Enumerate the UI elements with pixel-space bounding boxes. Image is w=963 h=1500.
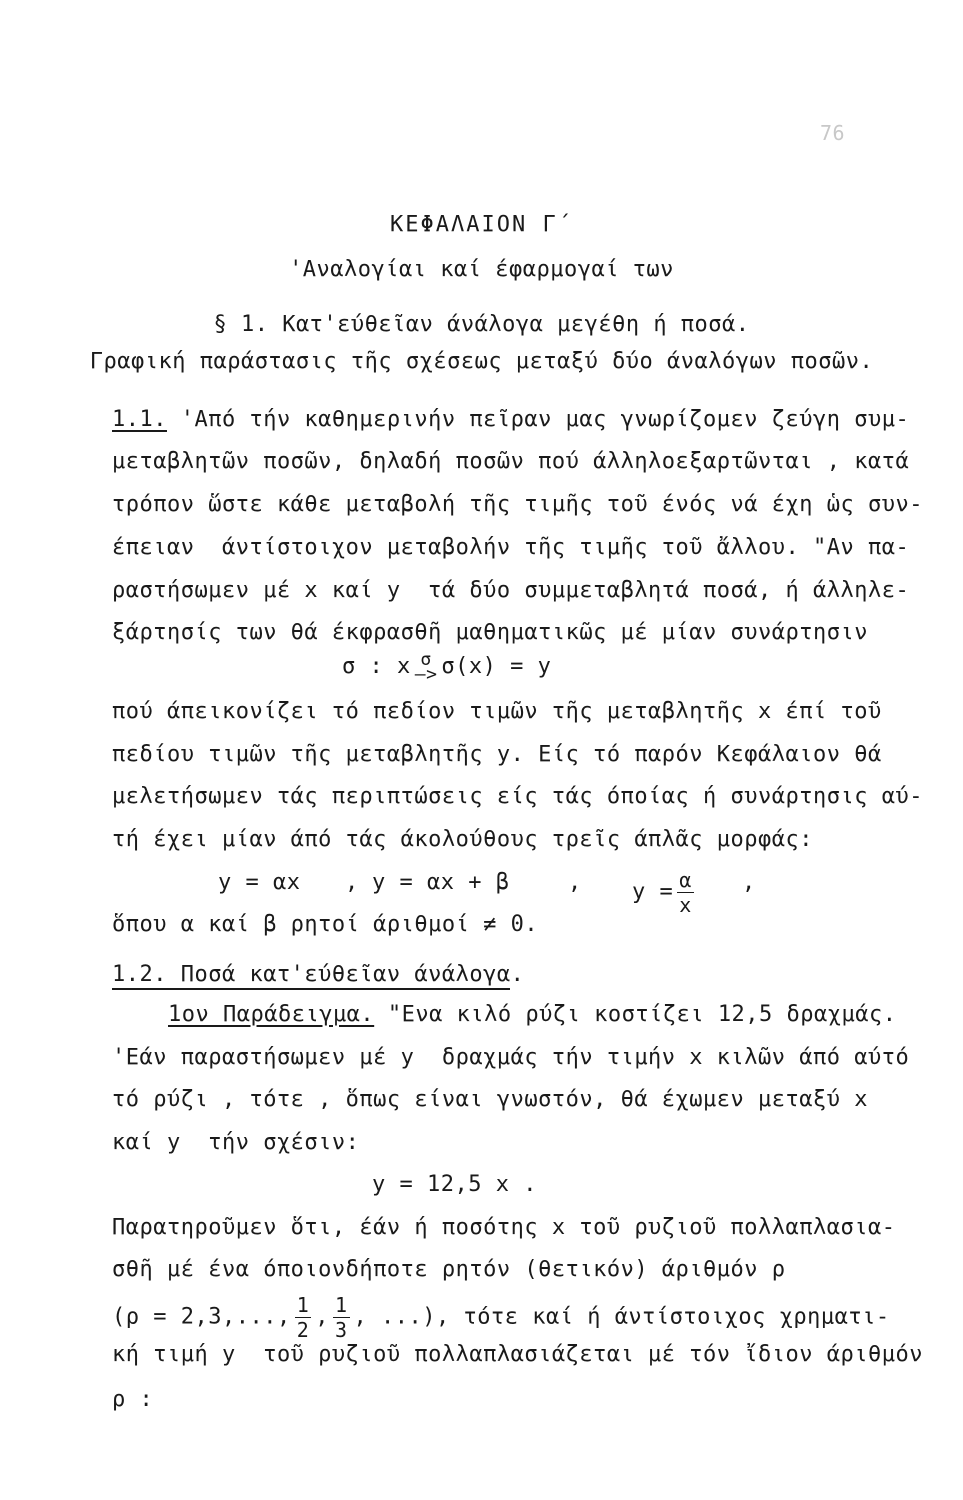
example-line: σθῆ μέ ένα όποιονδήποτε ρητόν (θετικόν) άριθμόν ρ — [112, 1257, 786, 1282]
section-1-title: § 1. Κατ'εύθεῖαν άνάλογα μεγέθη ή ποσά. — [213, 312, 750, 337]
fraction-denominator: 3 — [334, 1318, 348, 1342]
fraction-a-over-x — [677, 868, 694, 917]
rho-line — [112, 1293, 890, 1342]
rho-line-start: (ρ = 2,3,..., — [112, 1304, 291, 1330]
para-line: πεδίου τιμῶν τῆς μεταβλητῆς y. Είς τό παρόν Κεφάλαιον θά — [112, 742, 882, 767]
chapter-subtitle: 'Αναλογίαι καί έφαρμογαί των — [289, 257, 674, 282]
para-line: πού άπεικονίζει τό πεδίον τιμῶν τῆς μεταβλητῆς x έπί τοῦ — [112, 699, 882, 724]
rho-line-end: , ...), τότε καί ή άντίστοιχος χρηματι- — [353, 1304, 890, 1330]
para-1-1-line: ραστήσωμεν μέ x καί y τά δύο συμμεταβλητά ποσά, ή άλληλε- — [112, 578, 910, 603]
chapter-title: ΚΕΦΑΛΑΙΟΝ Γ΄ — [390, 212, 573, 237]
fraction-numerator: α — [679, 868, 692, 892]
section-1-subtitle: Γραφική παράστασις τῆς σχέσεως μεταξύ δύο άναλόγων ποσῶν. — [89, 349, 874, 374]
example-line: 'Εάν παραστήσωμεν μέ y δραχμάς τήν τιμήν x κιλῶν άπό αύτό — [112, 1045, 910, 1070]
form-linear: y = αx — [218, 870, 301, 895]
fraction-one-third — [333, 1293, 350, 1342]
example-line: κή τιμή y τοῦ ρυζιοῦ πολλαπλασιάζεται μέ τόν ἴδιον άριθμόν — [112, 1342, 923, 1367]
para-1-1-first-line — [112, 405, 909, 435]
example-label: 1ον Παράδειγμα. — [168, 1002, 375, 1027]
fraction-numerator: 1 — [334, 1293, 348, 1317]
section-1-2-underline — [112, 988, 510, 990]
mapping-left: σ : x — [342, 654, 411, 679]
form-affine: y = αx + β — [372, 870, 510, 895]
form-separator: , — [568, 870, 582, 895]
para-1-1-line: έπειαν άντίστοιχον μεταβολήν τῆς τιμῆς τοῦ ἄλλου. "Αν πα- — [112, 535, 910, 560]
example-first-text: "Ενα κιλό ρύζι κοστίζει 12,5 δραχμάς. — [374, 1002, 897, 1027]
example-equation: y = 12,5 x . — [372, 1172, 537, 1197]
para-1-1-line: τρόπον ὥστε κάθε μεταβολή τῆς τιμῆς τοῦ ένός νά έχη ὡς συν- — [112, 492, 923, 517]
fraction-denominator: x — [679, 893, 692, 917]
form-inverse — [632, 868, 698, 917]
para-line: μελετήσωμεν τάς περιπτώσεις είς τάς όποίας ή συνάρτησις αύ- — [112, 784, 923, 809]
para-1-1-line: μεταβλητῶν ποσῶν, δηλαδή ποσῶν πού άλληλοεξαρτῶνται , κατά — [112, 449, 910, 474]
para-1-1-first-text: 'Από τήν καθημερινήν πεῖραν μας γνωρίζομεν ζεύγη συμ- — [166, 407, 910, 432]
example-first-line — [168, 1000, 897, 1030]
fraction-numerator: 1 — [296, 1293, 310, 1317]
mapping-arrow — [414, 649, 438, 685]
para-1-1-number: 1.1. — [112, 407, 167, 432]
rho-line-comma: , — [315, 1304, 329, 1330]
mapping-formula — [342, 649, 552, 685]
fraction-denominator: 2 — [296, 1318, 310, 1342]
example-line: τό ρύζι , τότε , ὅπως είναι γνωστόν, θά έχωμεν μεταξύ x — [112, 1087, 868, 1112]
example-line: Παρατηροῦμεν ὅτι, έάν ή ποσότης x τοῦ ρυζιοῦ πολλαπλασια- — [112, 1215, 896, 1240]
form-inverse-left: y = — [632, 879, 674, 905]
page-number: 76 — [820, 121, 846, 145]
mapping-arrow-shaft: —> — [414, 664, 438, 685]
mapping-arrow-label: σ — [420, 649, 432, 670]
mapping-right: σ(x) = y — [441, 654, 552, 679]
example-line: καί y τήν σχέσιν: — [112, 1130, 360, 1155]
where-line: ὅπου α καί β ρητοί άριθμοί ≠ 0. — [112, 912, 539, 937]
para-line: τή έχει μίαν άπό τάς άκολούθους τρεῖς άπλᾶς μορφάς: — [112, 827, 814, 852]
form-separator: , — [742, 870, 756, 895]
section-1-2-title: 1.2. Ποσά κατ'εύθεῖαν άνάλογα. — [112, 962, 525, 987]
example-line: ρ : — [112, 1387, 154, 1412]
fraction-one-half — [295, 1293, 312, 1342]
para-1-1-line: ξάρτησίς των θά έκφρασθῆ μαθηματικῶς μέ μίαν συνάρτησιν — [112, 620, 868, 645]
form-separator: , — [345, 870, 359, 895]
